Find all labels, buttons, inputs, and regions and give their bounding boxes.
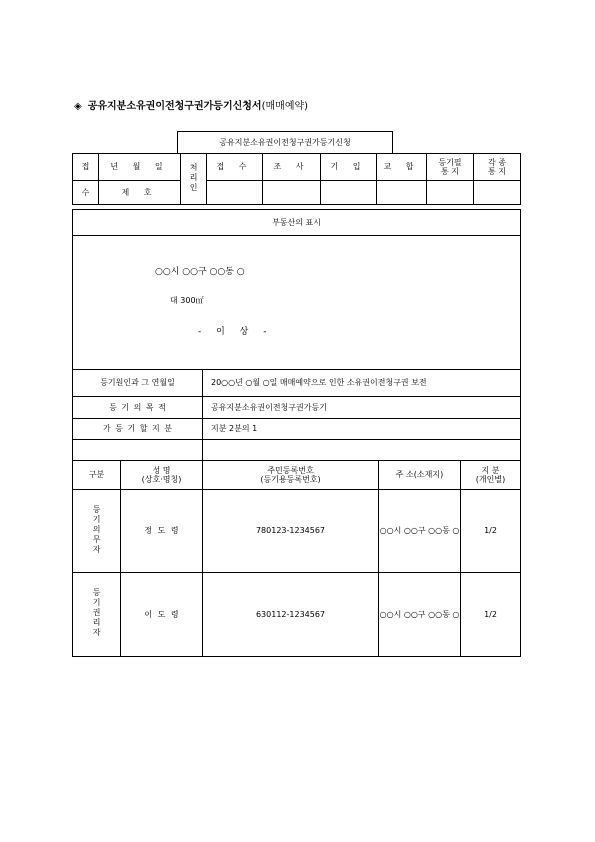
property-section-title: 부동산의 표시 xyxy=(73,210,521,236)
party-id: 630112-1234567 xyxy=(203,573,379,657)
party-name: 이 도 령 xyxy=(121,573,203,657)
purpose-label: 등 기 의 목 적 xyxy=(73,397,203,419)
parties-col-type: 구분 xyxy=(73,461,121,490)
parties-col-share: 지 분 (개인별) xyxy=(461,461,521,490)
property-end-mark: - 이 상 - xyxy=(198,327,267,337)
party-name: 정 도 령 xyxy=(121,490,203,573)
cause-label: 등기원인과 그 연월일 xyxy=(73,370,203,397)
party-share: 1/2 xyxy=(461,490,521,573)
blank-cell-right xyxy=(203,440,521,461)
reception-label-2: 수 xyxy=(73,181,99,205)
property-description xyxy=(73,236,521,370)
title-main: 공유지분소유권이전청구권가등기신청서 xyxy=(87,101,262,112)
col-registry-notice: 등기필 통 지 xyxy=(427,154,474,181)
form-name-box xyxy=(177,131,393,153)
blank-cell-left xyxy=(73,440,203,461)
parties-col-name: 성 명 (상호·명칭) xyxy=(121,461,203,490)
party-type: 등기의무자 xyxy=(73,490,121,573)
number-label: 제 호 xyxy=(99,181,181,205)
reception-table xyxy=(72,153,521,205)
document-title xyxy=(74,97,308,112)
diamond-icon: ◈ xyxy=(74,101,82,112)
party-id: 780123-1234567 xyxy=(203,490,379,573)
cell-registry-notice xyxy=(427,181,474,205)
form-name: 공유지분소유권이전청구권가등기신청 xyxy=(219,138,351,147)
property-land: 대 300㎡ xyxy=(170,296,204,305)
parties-col-address: 주 소(소재지) xyxy=(379,461,461,490)
party-share: 1/2 xyxy=(461,573,521,657)
party-address: ○○시 ○○구 ○○동 ○ xyxy=(379,490,461,573)
purpose-value: 공유지분소유권이전청구권가등기 xyxy=(203,397,521,419)
parties-col-id: 주민등록번호 (등기용등록번호) xyxy=(203,461,379,490)
reception-label-1: 접 xyxy=(73,154,99,181)
share-value: 지분 2분의 1 xyxy=(203,419,521,440)
cell-reception xyxy=(207,181,263,205)
main-table xyxy=(72,209,521,657)
cell-inspection xyxy=(263,181,321,205)
share-label: 가 등 기 할 지 분 xyxy=(73,419,203,440)
processor-label: 처리인 xyxy=(181,154,207,205)
col-other-notice: 각 종 통 지 xyxy=(474,154,521,181)
col-entry: 기 입 xyxy=(321,154,377,181)
cause-value: 20○○년 ○월 ○일 매매예약으로 인한 소유권이전청구권 보전 xyxy=(203,370,521,397)
cell-other-notice xyxy=(474,181,521,205)
col-inspection: 조 사 xyxy=(263,154,321,181)
party-type: 등기권리자 xyxy=(73,573,121,657)
cell-collation xyxy=(377,181,427,205)
cell-entry xyxy=(321,181,377,205)
table-row xyxy=(73,490,521,573)
title-sub: (매매예약) xyxy=(261,101,309,112)
party-address: ○○시 ○○구 ○○동 ○ xyxy=(379,573,461,657)
col-collation: 교 합 xyxy=(377,154,427,181)
property-address: ○○시 ○○구 ○○동 ○ xyxy=(155,267,245,277)
table-row xyxy=(73,573,521,657)
col-reception: 접 수 xyxy=(207,154,263,181)
date-label: 년 월 일 xyxy=(99,154,181,181)
